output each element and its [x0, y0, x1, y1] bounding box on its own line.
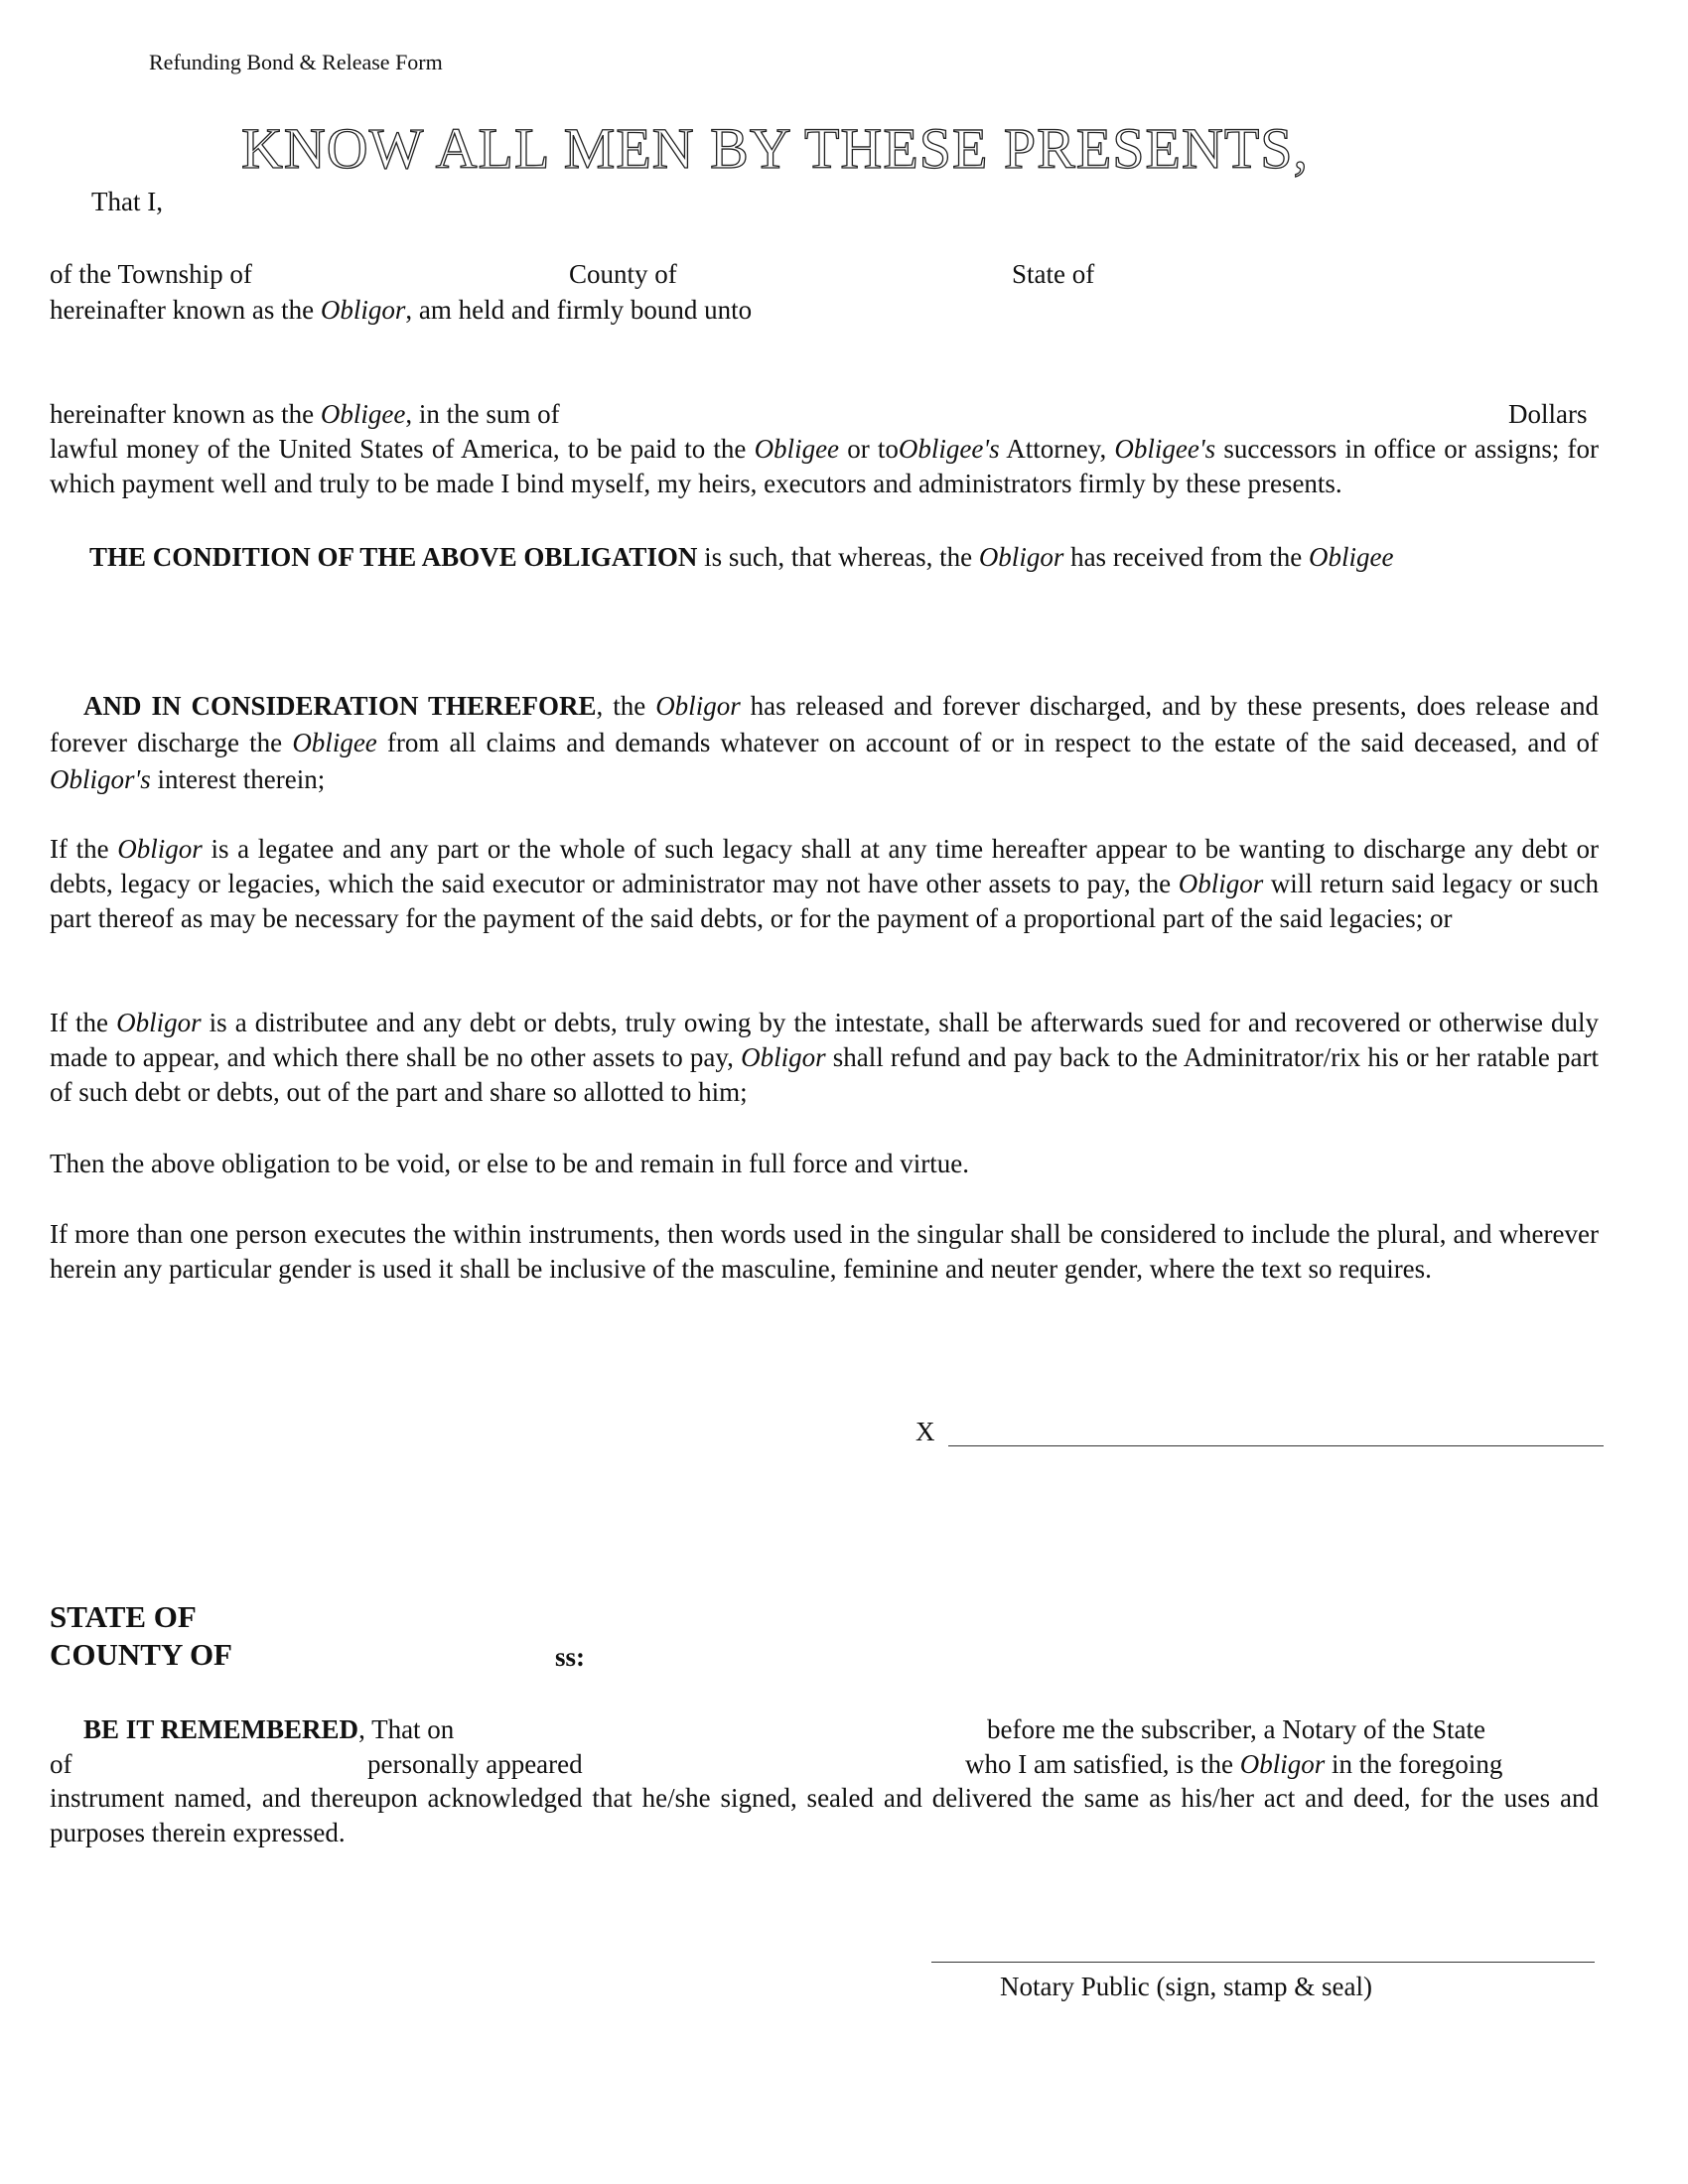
state-label: State of: [1012, 259, 1095, 289]
plural-clause: If more than one person executes the within instruments, then words used in the singular shall be considered to include the plural, and wherever herein any particular gender is used it shall be inclusive of the masculine, feminine and neuter gender, where the text so requires.: [50, 1219, 1599, 1284]
ack-rest: instrument named, and thereupon acknowledged that he/she signed, sealed and delivered the same as his/her act and deed, for the uses and purposes therein expressed.: [50, 1783, 1599, 1847]
county-label: County of: [569, 259, 677, 289]
condition-clause: THE CONDITION OF THE ABOVE OBLIGATION is such, that whereas, the Obligor has received from the Obligee: [89, 542, 1394, 572]
void-clause: Then the above obligation to be void, or else to be and remain in full force and virtue.: [50, 1149, 969, 1178]
ack-of-label: of: [50, 1749, 72, 1779]
consideration-clause: AND IN CONSIDERATION THEREFORE, the Obligor has released and forever discharged, and by these presents, does release and forever discharge the Obligee from all claims and demands whatever on account of or in respect to the estate of the said deceased, and of Obligor's interest therein;: [50, 691, 1600, 794]
venue-state: STATE OF: [50, 1599, 197, 1634]
notary-label: Notary Public (sign, stamp & seal): [1000, 1972, 1372, 2001]
notary-signature-line[interactable]: [931, 1962, 1595, 1963]
ack-obligor-line: who I am satisfied, is the Obligor in the foregoing: [965, 1749, 1503, 1779]
legatee-clause: If the Obligor is a legatee and any part or the whole of such legacy shall at any time hereafter appear to be wanting to discharge any debt or debts, legacy or legacies, which the said executor or administrator may not have other assets to pay, the Obligor will return said legacy or such part thereof as may be necessary for the payment of the said debts, or for the payment of a proportional part of the said legacies; or: [50, 834, 1599, 933]
lawful-money-clause: lawful money of the United States of America, to be paid to the Obligee or toObligee's Attorney, Obligee's successors in office or assigns; for which payment well and truly to be made I bind myself, my heirs, executors and administrators firmly by these presents.: [50, 434, 1600, 498]
form-header-label: Refunding Bond & Release Form: [149, 50, 443, 74]
ack-before-me: before me the subscriber, a Notary of the State: [987, 1714, 1485, 1744]
document-title: KNOW ALL MEN BY THESE PRESENTS,: [241, 116, 1310, 181]
ack-be-it-remembered: BE IT REMEMBERED, That on: [83, 1714, 455, 1744]
township-label: of the Township of: [50, 259, 252, 289]
obligor-definition-line: hereinafter known as the Obligor, am held and firmly bound unto: [50, 295, 753, 325]
dollars-label: Dollars: [1508, 399, 1588, 429]
obligor-signature-line[interactable]: [948, 1445, 1604, 1446]
ack-personally-appeared: personally appeared: [367, 1749, 583, 1779]
venue-county: COUNTY OF: [50, 1637, 232, 1672]
venue-ss: ss:: [555, 1642, 586, 1672]
distributee-clause: If the Obligor is a distributee and any debt or debts, truly owing by the intestate, shall be afterwards sued for and recovered or otherwise duly made to appear, and which there shall be no other assets to pay, Obligor shall refund and pay back to the Adminitrator/rix his or her ratable part of such debt or debts, out of the part and share so allotted to him;: [50, 1008, 1600, 1107]
obligee-definition-line: hereinafter known as the Obligee, in the sum of: [50, 399, 560, 429]
signature-x-mark: X: [915, 1417, 935, 1446]
that-i-label: That I,: [91, 187, 163, 216]
